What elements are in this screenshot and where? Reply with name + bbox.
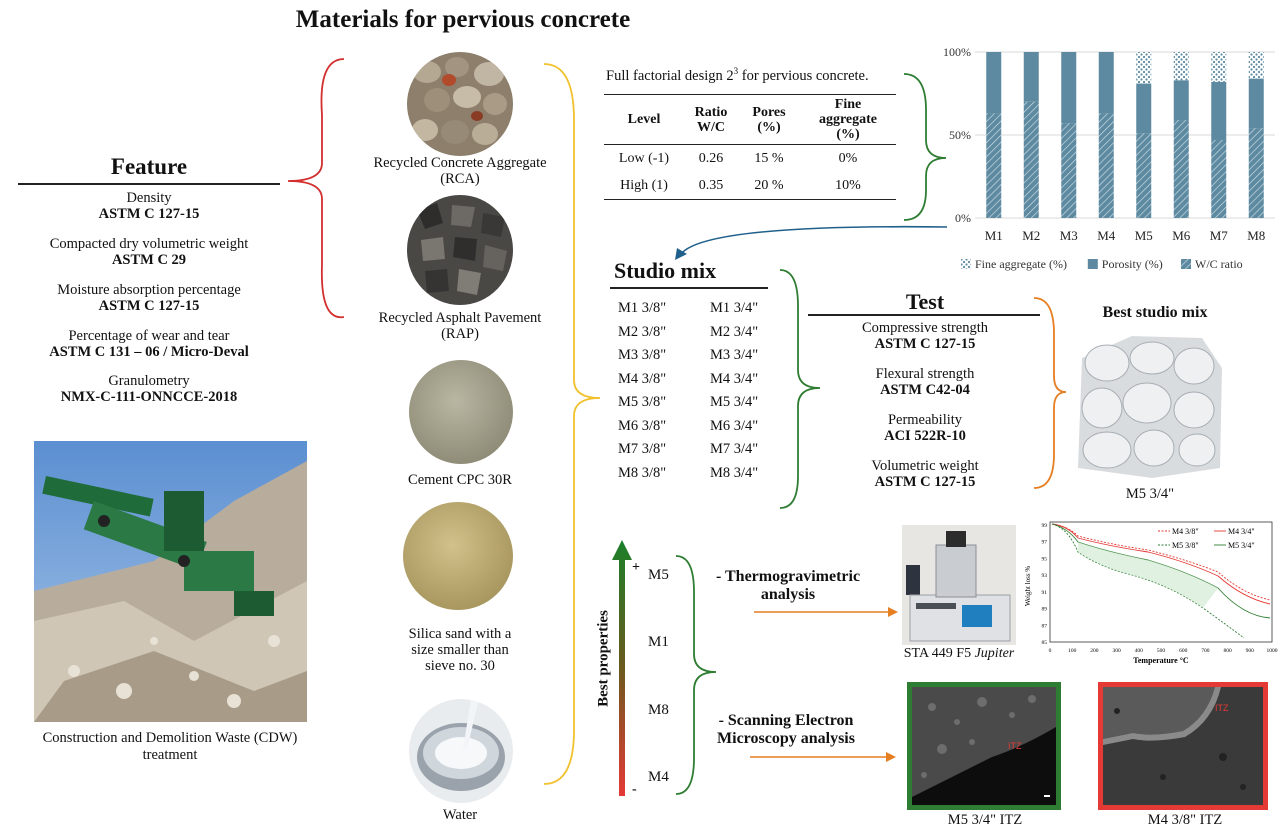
tga-xtick-label: 500 [1156, 648, 1166, 654]
chart-bar-segment [986, 52, 1001, 113]
studio-mix-item: M1 3/4" [710, 300, 759, 316]
chart-bar-segment [1174, 80, 1189, 120]
chart-legend-label: Fine aggregate (%) [975, 257, 1067, 271]
tga-ytick-label: 97 [1041, 539, 1047, 546]
tga-xtick-label: 700 [1201, 648, 1210, 654]
tga-ytick-label: 95 [1041, 556, 1047, 563]
chart-legend-label: W/C ratio [1195, 257, 1243, 271]
test-heading: Test [905, 289, 945, 314]
studio-mix-col-3-8 [618, 297, 666, 485]
sem-right-itz-label: ITZ [1215, 703, 1229, 713]
studio-mix-item: M8 3/8" [618, 464, 667, 481]
tga-ylabel: Weight loss % [1024, 565, 1032, 607]
test-item-permeability: Permeability ACI 522R-10 [884, 412, 966, 444]
test-best-brace [1030, 294, 1070, 494]
chart-xtick-label: M3 [1059, 228, 1078, 243]
tga-legend-2: M4 3/4" [1228, 527, 1255, 536]
tga-xlabel: Temperature °C [1133, 656, 1189, 665]
sem-arrow [748, 750, 900, 764]
tga-xtick-label: 800 [1223, 648, 1232, 654]
rap-label: Recycled Asphalt Pavement (RAP) [378, 310, 542, 342]
chart-bar-segment [1099, 52, 1114, 113]
best-mix-caption: M5 3/4" [1125, 486, 1175, 502]
best-properties-label-wrap [584, 600, 624, 720]
studio-mix-heading: Studio mix [614, 258, 717, 283]
sem-image-m5-34 [907, 682, 1061, 810]
factorial-header-row [604, 95, 896, 145]
factorial-table [604, 94, 896, 200]
studio-mix-item: M7 3/8" [618, 441, 667, 457]
sem-left-itz-label: ITZ [1008, 741, 1022, 751]
tga-arrow [752, 604, 902, 618]
studio-mix-item: M4 3/4" [710, 370, 759, 387]
chart-xtick-label: M8 [1247, 228, 1266, 243]
feature-item-wear: Percentage of wear and tear ASTM C 131 – 06 / Micro-Deval [49, 328, 249, 360]
tga-legend-1: M4 3/8" [1172, 527, 1199, 536]
chart-xtick-label: M4 [1097, 228, 1116, 243]
chart-bar-segment [1211, 82, 1226, 140]
tga-ytick-label: 89 [1041, 606, 1047, 613]
test-item-volumetric: Volumetric weight ASTM C 127-15 [871, 458, 979, 490]
chart-bar-segment [1136, 133, 1151, 218]
chart-legend-swatch [961, 259, 971, 269]
tga-xtick-label: 400 [1134, 648, 1143, 654]
feature-rule [18, 183, 280, 185]
studio-mix-item: M6 3/4" [710, 417, 759, 434]
composition-chart [935, 38, 1280, 282]
tga-plot [1018, 516, 1280, 670]
chart-xtick-label: M2 [1022, 228, 1041, 243]
tga-xtick-label: 200 [1090, 648, 1099, 654]
tga-legend-4: M5 3/4" [1228, 541, 1255, 550]
studio-mix-item: M3 3/8" [618, 347, 667, 363]
minus-sign: - [632, 782, 637, 797]
table-row: Low (-1) 0.26 15 % 0% [618, 150, 858, 166]
chart-bar-segment [1024, 52, 1039, 102]
chart-xtick-label: M7 [1209, 228, 1228, 243]
best-mix-heading: Best studio mix [1102, 304, 1208, 321]
chart-bar-segment [1211, 140, 1226, 218]
factorial-header-pores: Pores (%) [752, 104, 786, 135]
feature-item-granulometry: Granulometry NMX-C-111-ONNCCE-2018 [60, 373, 238, 405]
rank-item-4: M4 [648, 769, 669, 785]
chart-bar-segment [1024, 102, 1039, 218]
water-photo [409, 699, 513, 803]
chart-xtick-label: M1 [984, 228, 1003, 243]
chart-bar-segment [1211, 52, 1226, 82]
table-row: High (1) 0.35 20 % 10% [604, 172, 896, 200]
studio-rule [610, 287, 768, 289]
best-mix-photo [1072, 328, 1228, 480]
factorial-header-fine: Fine aggregate (%) [818, 97, 878, 142]
tga-xtick-label: 600 [1179, 648, 1188, 654]
page-title: Materials for pervious concrete [295, 6, 631, 33]
test-item-flexural: Flexural strength ASTM C42-04 [875, 366, 975, 398]
tga-ytick-label: 85 [1041, 640, 1047, 646]
chart-bar-segment [1249, 128, 1264, 218]
factorial-header-ratio: Ratio W/C [694, 104, 728, 135]
sta-instrument-photo [902, 525, 1016, 645]
chart-legend-swatch [1088, 259, 1098, 269]
chart-bar-segment [1249, 52, 1264, 79]
rank-item-2: M1 [648, 634, 669, 650]
test-rule [808, 314, 1040, 316]
factorial-title: Full factorial design $2^3$ for pervious concrete. [606, 66, 869, 84]
chart-bar-segment [1099, 113, 1114, 218]
cdw-crusher-photo [34, 441, 307, 722]
studio-mix-item: M6 3/8" [618, 417, 667, 434]
chart-xtick-label: M5 [1134, 228, 1153, 243]
chart-bar-segment [1136, 52, 1151, 84]
tga-xtick-label: 0 [1048, 648, 1052, 654]
chart-legend-swatch [1181, 259, 1191, 269]
chart-xtick-label: M6 [1172, 228, 1191, 243]
tga-ytick-label: 87 [1041, 623, 1047, 630]
feature-item-moisture: Moisture absorption percentage ASTM C 127-15 [57, 282, 241, 314]
water-label: Water [442, 807, 478, 823]
tga-xtick-label: 1000 [1266, 648, 1278, 654]
tga-ytick-label: 99 [1041, 523, 1047, 529]
chart-bar-segment [1249, 79, 1264, 129]
rca-photo [407, 52, 513, 156]
tga-xtick-label: 100 [1068, 648, 1077, 654]
feature-heading: Feature [110, 154, 188, 179]
cdw-photo-caption: Construction and Demolition Waste (CDW) treatment [42, 730, 298, 763]
chart-bar-segment [1136, 84, 1151, 134]
feature-item-compacted-weight: Compacted dry volumetric weight ASTM C 29 [49, 236, 249, 268]
studio-mix-item: M8 3/4" [710, 464, 759, 481]
studio-mix-item: M2 3/8" [618, 323, 667, 340]
tga-xtick-label: 900 [1245, 648, 1254, 654]
studio-mix-item: M1 3/8" [618, 300, 667, 316]
rca-label: Recycled Concrete Aggregate (RCA) [373, 155, 547, 187]
chart-bar-segment [1061, 52, 1076, 123]
chart-ytick-label: 0% [955, 211, 971, 225]
feature-brace [284, 55, 364, 325]
feature-item-density: Density ASTM C 127-15 [98, 190, 200, 222]
plus-sign: + [632, 560, 640, 575]
rap-photo [407, 195, 513, 305]
tga-legend-3: M5 3/8" [1172, 541, 1199, 550]
studio-mix-col-3-4 [710, 297, 758, 485]
silica-sand-label: Silica sand with a size smaller than sieve no. 30 [408, 626, 512, 674]
tga-analysis-label: - Thermogravimetric analysis [715, 568, 861, 603]
rank-item-1: M5 [648, 567, 669, 583]
tga-ytick-label: 93 [1041, 573, 1047, 580]
studio-mix-item: M7 3/4" [710, 441, 759, 457]
studio-mix-item: M5 3/8" [618, 394, 667, 410]
chart-legend-label: Porosity (%) [1101, 257, 1163, 271]
chart-bar-segment [1174, 120, 1189, 218]
studio-mix-item: M3 3/4" [710, 347, 759, 363]
cement-label: Cement CPC 30R [408, 472, 512, 488]
silica-sand-photo [403, 502, 513, 610]
chart-ytick-label: 100% [943, 45, 971, 59]
sem-right-caption: M4 3/8" ITZ [1147, 812, 1223, 828]
chart-ytick-label: 50% [949, 128, 971, 142]
sem-left-caption: M5 3/4" ITZ [947, 812, 1023, 828]
chart-bar-segment [1061, 123, 1076, 218]
sem-image-m4-38 [1098, 682, 1268, 810]
tga-ytick-label: 91 [1041, 589, 1047, 596]
tga-xtick-label: 300 [1112, 648, 1121, 654]
studio-mix-item: M4 3/8" [618, 370, 667, 387]
studio-mix-item: M5 3/4" [710, 394, 759, 410]
rank-item-3: M8 [648, 702, 669, 718]
instrument-caption: STA 449 F5 Jupiter [903, 646, 1015, 661]
test-item-compressive: Compressive strength ASTM C 127-15 [861, 320, 989, 352]
sem-analysis-label: - Scanning Electron Microscopy analysis [717, 712, 855, 747]
cement-photo [409, 360, 513, 464]
chart-bar-segment [1174, 52, 1189, 80]
studio-mix-item: M2 3/4" [710, 323, 759, 340]
factorial-header-level: Level [627, 112, 661, 127]
best-properties-label: Best properties [595, 610, 612, 707]
chart-bar-segment [986, 113, 1001, 218]
